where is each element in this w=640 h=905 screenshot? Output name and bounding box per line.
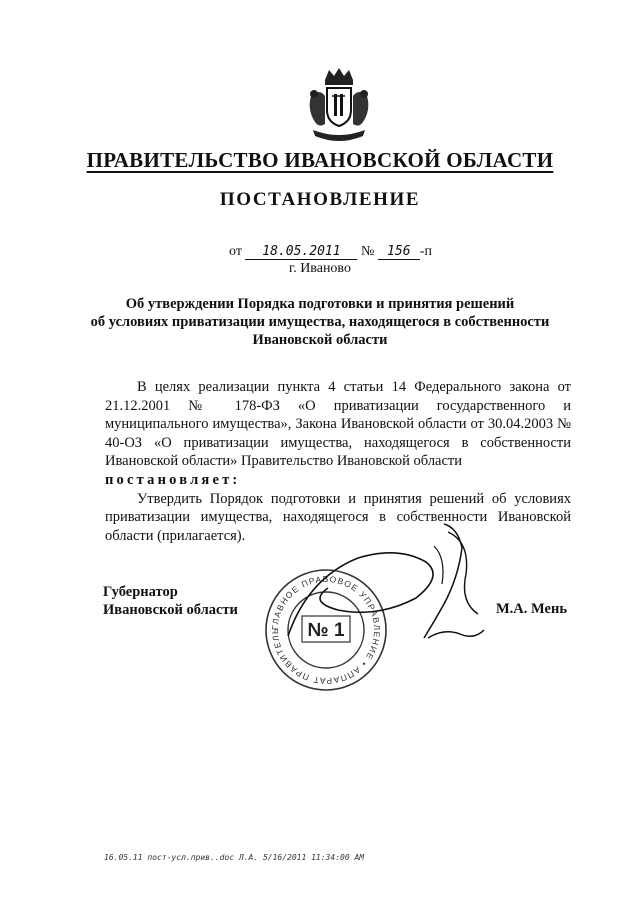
stamp-number: № 1: [307, 620, 345, 641]
footer-file-info: 16.05.11 пост-усл.прив..doc Л.А. 5/16/2011 11:34:00 AM: [104, 853, 365, 862]
document-number: 156: [378, 244, 420, 260]
position-line-2: Ивановской области: [103, 602, 238, 618]
city: г. Иваново: [289, 261, 351, 276]
government-title: ПРАВИТЕЛЬСТВО ИВАНОВСКОЙ ОБЛАСТИ: [86, 148, 554, 172]
subject-line-3: Ивановской области: [252, 332, 388, 348]
coat-of-arms-icon: [303, 66, 375, 144]
resolves-word: постановляет:: [105, 471, 241, 488]
number-prefix: №: [360, 244, 375, 259]
position-line-1: Губернатор: [103, 584, 178, 600]
document-subject: [70, 295, 570, 349]
subject-line-1: Об утверждении Порядка подготовки и принятия решений: [125, 296, 515, 312]
subject-line-2: об условиях приватизации имущества, находящегося в собственности: [90, 314, 550, 330]
date-number-line: [229, 244, 432, 260]
body-paragraph-2: Утвердить Порядок подготовки и принятия решений об условиях приватизации имущества, находящегося в собственности Ивановской области (прилагается).: [105, 490, 571, 544]
number-suffix: -п: [419, 244, 432, 259]
document-type: ПОСТАНОВЛЕНИЕ: [219, 189, 421, 210]
signatory-position: [103, 583, 238, 619]
handwritten-signature: [248, 518, 488, 658]
signer-name: М.А. Мень: [496, 601, 567, 617]
stamp-ring-text: ГЛАВНОЕ ПРАВОВОЕ УПРАВЛЕНИЕ • АППАРАТ ПРАВИТЕЛЬ: [269, 573, 383, 687]
document-date: 18.05.2011: [245, 244, 357, 260]
date-prefix: от: [229, 244, 242, 259]
body-paragraph-1: В целях реализации пункта 4 статьи 14 Федерального закона от 21.12.2001 № 178-ФЗ «О приватизации государственного и муниципального имущества», Закона Ивановской области от 30.04.2003 № 40-ОЗ «О приватизации имущества, находящегося в собственности Ивановской области» Правительство Ивановской области: [105, 379, 571, 470]
